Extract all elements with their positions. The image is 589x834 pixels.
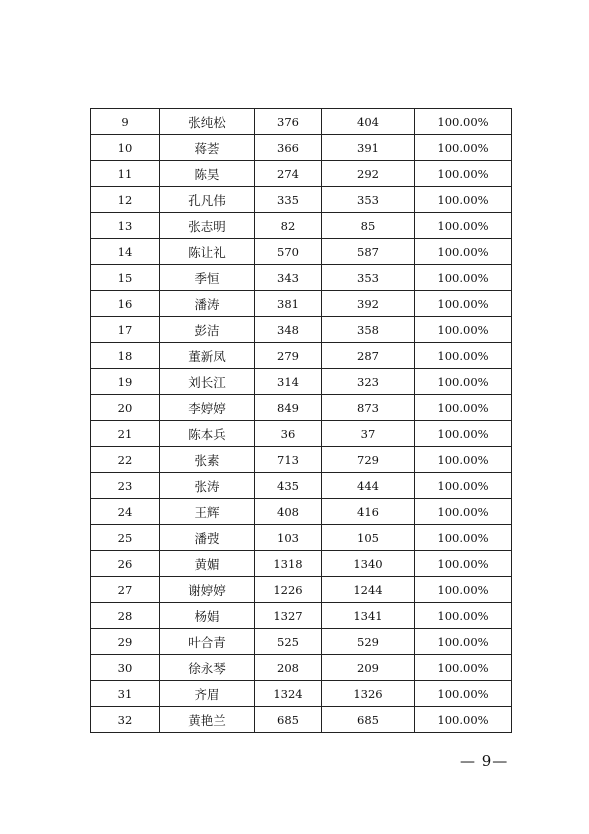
- percentage-cell: 100.00%: [415, 681, 512, 707]
- value-b-cell: 729: [322, 447, 415, 473]
- table-row: [91, 681, 512, 707]
- table-row: [91, 421, 512, 447]
- row-index-cell: 31: [91, 681, 160, 707]
- value-b-cell: 685: [322, 707, 415, 733]
- table-row: [91, 291, 512, 317]
- row-index-cell: 10: [91, 135, 160, 161]
- table-row: [91, 369, 512, 395]
- row-index-cell: 19: [91, 369, 160, 395]
- percentage-cell: 100.00%: [415, 109, 512, 135]
- percentage-cell: 100.00%: [415, 551, 512, 577]
- value-b-cell: 873: [322, 395, 415, 421]
- table-row: [91, 239, 512, 265]
- value-a-cell: 314: [255, 369, 322, 395]
- percentage-cell: 100.00%: [415, 187, 512, 213]
- value-a-cell: 376: [255, 109, 322, 135]
- table-row: [91, 551, 512, 577]
- name-cell: 蒋荟: [160, 135, 255, 161]
- name-cell: 张志明: [160, 213, 255, 239]
- table-row: [91, 213, 512, 239]
- row-index-cell: 26: [91, 551, 160, 577]
- row-index-cell: 25: [91, 525, 160, 551]
- table-row: [91, 161, 512, 187]
- row-index-cell: 21: [91, 421, 160, 447]
- percentage-cell: 100.00%: [415, 525, 512, 551]
- row-index-cell: 29: [91, 629, 160, 655]
- row-index-cell: 9: [91, 109, 160, 135]
- name-cell: 张素: [160, 447, 255, 473]
- value-b-cell: 323: [322, 369, 415, 395]
- percentage-cell: 100.00%: [415, 265, 512, 291]
- value-b-cell: 105: [322, 525, 415, 551]
- value-a-cell: 570: [255, 239, 322, 265]
- value-b-cell: 292: [322, 161, 415, 187]
- name-cell: 黄媚: [160, 551, 255, 577]
- value-b-cell: 358: [322, 317, 415, 343]
- table-row: [91, 109, 512, 135]
- table-row: [91, 447, 512, 473]
- percentage-cell: 100.00%: [415, 707, 512, 733]
- name-cell: 季恒: [160, 265, 255, 291]
- table-row: [91, 473, 512, 499]
- percentage-cell: 100.00%: [415, 135, 512, 161]
- percentage-cell: 100.00%: [415, 655, 512, 681]
- name-cell: 潘涛: [160, 291, 255, 317]
- percentage-cell: 100.00%: [415, 239, 512, 265]
- value-a-cell: 279: [255, 343, 322, 369]
- row-index-cell: 18: [91, 343, 160, 369]
- value-a-cell: 36: [255, 421, 322, 447]
- row-index-cell: 24: [91, 499, 160, 525]
- value-b-cell: 529: [322, 629, 415, 655]
- name-cell: 徐永琴: [160, 655, 255, 681]
- row-index-cell: 23: [91, 473, 160, 499]
- value-a-cell: 685: [255, 707, 322, 733]
- percentage-cell: 100.00%: [415, 291, 512, 317]
- table-row: [91, 135, 512, 161]
- table-row: [91, 265, 512, 291]
- value-b-cell: 353: [322, 265, 415, 291]
- value-b-cell: 404: [322, 109, 415, 135]
- name-cell: 陈让礼: [160, 239, 255, 265]
- percentage-cell: 100.00%: [415, 577, 512, 603]
- table-row: [91, 317, 512, 343]
- value-b-cell: 392: [322, 291, 415, 317]
- table-row: [91, 577, 512, 603]
- table-row: [91, 629, 512, 655]
- value-b-cell: 1244: [322, 577, 415, 603]
- value-b-cell: 587: [322, 239, 415, 265]
- value-a-cell: 1324: [255, 681, 322, 707]
- value-a-cell: 849: [255, 395, 322, 421]
- value-b-cell: 391: [322, 135, 415, 161]
- percentage-cell: 100.00%: [415, 317, 512, 343]
- value-b-cell: 85: [322, 213, 415, 239]
- value-b-cell: 353: [322, 187, 415, 213]
- row-index-cell: 28: [91, 603, 160, 629]
- value-a-cell: 381: [255, 291, 322, 317]
- percentage-cell: 100.00%: [415, 447, 512, 473]
- percentage-cell: 100.00%: [415, 473, 512, 499]
- value-a-cell: 348: [255, 317, 322, 343]
- value-a-cell: 1318: [255, 551, 322, 577]
- name-cell: 潘弢: [160, 525, 255, 551]
- row-index-cell: 16: [91, 291, 160, 317]
- row-index-cell: 13: [91, 213, 160, 239]
- name-cell: 黄艳兰: [160, 707, 255, 733]
- percentage-cell: 100.00%: [415, 421, 512, 447]
- table-row: [91, 603, 512, 629]
- value-a-cell: 366: [255, 135, 322, 161]
- value-b-cell: 416: [322, 499, 415, 525]
- table-body: [91, 109, 512, 733]
- name-cell: 杨娟: [160, 603, 255, 629]
- value-b-cell: 1341: [322, 603, 415, 629]
- row-index-cell: 17: [91, 317, 160, 343]
- name-cell: 刘长江: [160, 369, 255, 395]
- percentage-cell: 100.00%: [415, 603, 512, 629]
- percentage-cell: 100.00%: [415, 395, 512, 421]
- value-a-cell: 103: [255, 525, 322, 551]
- value-b-cell: 209: [322, 655, 415, 681]
- name-cell: 陈昊: [160, 161, 255, 187]
- name-cell: 张涛: [160, 473, 255, 499]
- row-index-cell: 12: [91, 187, 160, 213]
- value-b-cell: 287: [322, 343, 415, 369]
- row-index-cell: 22: [91, 447, 160, 473]
- name-cell: 叶合青: [160, 629, 255, 655]
- row-index-cell: 32: [91, 707, 160, 733]
- table-row: [91, 707, 512, 733]
- row-index-cell: 14: [91, 239, 160, 265]
- value-b-cell: 37: [322, 421, 415, 447]
- name-cell: 齐眉: [160, 681, 255, 707]
- percentage-cell: 100.00%: [415, 213, 512, 239]
- name-cell: 彭洁: [160, 317, 255, 343]
- name-cell: 董新凤: [160, 343, 255, 369]
- value-a-cell: 408: [255, 499, 322, 525]
- value-a-cell: 335: [255, 187, 322, 213]
- data-table: [90, 108, 512, 733]
- table-row: [91, 187, 512, 213]
- row-index-cell: 11: [91, 161, 160, 187]
- name-cell: 谢婷婷: [160, 577, 255, 603]
- row-index-cell: 27: [91, 577, 160, 603]
- value-b-cell: 1326: [322, 681, 415, 707]
- table-row: [91, 655, 512, 681]
- table-row: [91, 343, 512, 369]
- value-a-cell: 435: [255, 473, 322, 499]
- name-cell: 陈本兵: [160, 421, 255, 447]
- row-index-cell: 20: [91, 395, 160, 421]
- value-a-cell: 1226: [255, 577, 322, 603]
- value-a-cell: 1327: [255, 603, 322, 629]
- percentage-cell: 100.00%: [415, 343, 512, 369]
- row-index-cell: 30: [91, 655, 160, 681]
- percentage-cell: 100.00%: [415, 161, 512, 187]
- value-a-cell: 525: [255, 629, 322, 655]
- value-a-cell: 343: [255, 265, 322, 291]
- page-number: — 9—: [460, 752, 509, 770]
- value-b-cell: 444: [322, 473, 415, 499]
- value-a-cell: 208: [255, 655, 322, 681]
- value-a-cell: 274: [255, 161, 322, 187]
- name-cell: 王辉: [160, 499, 255, 525]
- name-cell: 李婷婷: [160, 395, 255, 421]
- row-index-cell: 15: [91, 265, 160, 291]
- name-cell: 张纯松: [160, 109, 255, 135]
- percentage-cell: 100.00%: [415, 499, 512, 525]
- percentage-cell: 100.00%: [415, 629, 512, 655]
- value-b-cell: 1340: [322, 551, 415, 577]
- table-row: [91, 499, 512, 525]
- value-a-cell: 82: [255, 213, 322, 239]
- table-row: [91, 395, 512, 421]
- name-cell: 孔凡伟: [160, 187, 255, 213]
- percentage-cell: 100.00%: [415, 369, 512, 395]
- table-row: [91, 525, 512, 551]
- value-a-cell: 713: [255, 447, 322, 473]
